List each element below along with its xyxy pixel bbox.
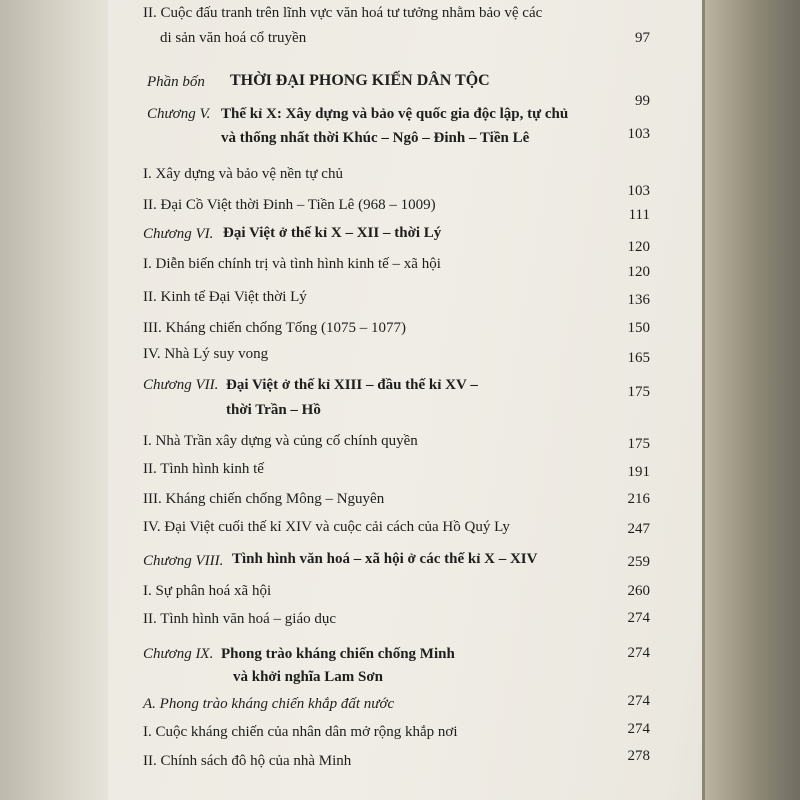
toc-page-number: 150 [627, 320, 650, 336]
chapter-label: Chương V. [147, 106, 211, 122]
toc-page-number: 120 [627, 239, 650, 255]
part-label: Phần bốn [147, 74, 205, 90]
toc-entry: IV. Đại Việt cuối thế kỉ XIV và cuộc cải cách của Hồ Quý Ly [143, 519, 510, 535]
chapter-label: Chương VII. [143, 377, 219, 393]
toc-page-number: 111 [628, 207, 650, 223]
chapter-label: Chương IX. [143, 646, 214, 662]
toc-page-number: 260 [627, 583, 650, 599]
toc-section: A. Phong trào kháng chiến khắp đất nước [143, 696, 395, 712]
toc-entry: II. Đại Cồ Việt thời Đinh – Tiền Lê (968 – 1009) [143, 197, 436, 213]
toc-page-number: 99 [635, 93, 650, 109]
toc-page-number: 247 [627, 521, 650, 537]
chapter-label: Chương VIII. [143, 553, 224, 569]
toc-page-number: 274 [627, 721, 650, 737]
toc-entry: I. Diễn biến chính trị và tình hình kinh tế – xã hội [143, 256, 441, 272]
toc-page-number: 103 [627, 183, 650, 199]
page-right-edge [702, 0, 800, 800]
toc-page-number: 97 [635, 30, 650, 46]
toc-entry: IV. Nhà Lý suy vong [143, 346, 269, 362]
page-gutter-shadow [0, 0, 108, 800]
toc-entry-line: II. Cuộc đấu tranh trên lĩnh vực văn hoá tư tưởng nhằm bảo vệ các [143, 5, 543, 21]
toc-page-number: 278 [627, 748, 650, 764]
toc-entry-line: di sản văn hoá cổ truyền [160, 30, 307, 46]
toc-page-number: 274 [627, 645, 650, 661]
chapter-title: Đại Việt ở thế kỉ X – XII – thời Lý [223, 225, 442, 241]
toc-entry: III. Kháng chiến chống Tống (1075 – 1077) [143, 320, 406, 336]
toc-page-number: 120 [627, 264, 650, 280]
chapter-title: thời Trần – Hồ [226, 402, 321, 418]
toc-page-number: 274 [627, 610, 650, 626]
part-title: THỜI ĐẠI PHONG KIẾN DÂN TỘC [230, 72, 490, 89]
toc-entry: II. Tình hình kinh tế [143, 461, 264, 477]
chapter-title: Đại Việt ở thế kỉ XIII – đầu thế kỉ XV – [226, 377, 478, 393]
toc-entry: III. Kháng chiến chống Mông – Nguyên [143, 491, 385, 507]
toc-entry: I. Sự phân hoá xã hội [143, 583, 272, 599]
chapter-title: Phong trào kháng chiến chống Minh [221, 646, 455, 662]
chapter-title: và khởi nghĩa Lam Sơn [233, 669, 383, 685]
toc-entry: I. Xây dựng và bảo vệ nền tự chủ [143, 166, 343, 182]
toc-page-number: 175 [627, 436, 650, 452]
toc-page-number: 191 [627, 464, 650, 480]
toc-entry: II. Kinh tế Đại Việt thời Lý [143, 289, 307, 305]
toc-entry: II. Chính sách đô hộ của nhà Minh [143, 753, 352, 769]
toc-page-number: 175 [627, 384, 650, 400]
toc-page-number: 165 [627, 350, 650, 366]
toc-page-number: 259 [627, 554, 650, 570]
toc-page-number: 136 [627, 292, 650, 308]
toc-entry: II. Tình hình văn hoá – giáo dục [143, 611, 337, 627]
chapter-label: Chương VI. [143, 226, 214, 242]
toc-entry: I. Nhà Trần xây dựng và củng cố chính quyền [143, 433, 418, 449]
toc-page-number: 216 [627, 491, 650, 507]
chapter-title: Tình hình văn hoá – xã hội ở các thế kỉ X – XIV [232, 551, 538, 567]
toc-entry: I. Cuộc kháng chiến của nhân dân mở rộng khắp nơi [143, 724, 458, 740]
chapter-title: và thống nhất thời Khúc – Ngô – Đinh – Tiền Lê [221, 130, 530, 146]
toc-page-number: 274 [627, 693, 650, 709]
toc-page-number: 103 [627, 126, 650, 142]
chapter-title: Thế kỉ X: Xây dựng và bảo vệ quốc gia độc lập, tự chủ [221, 106, 569, 122]
